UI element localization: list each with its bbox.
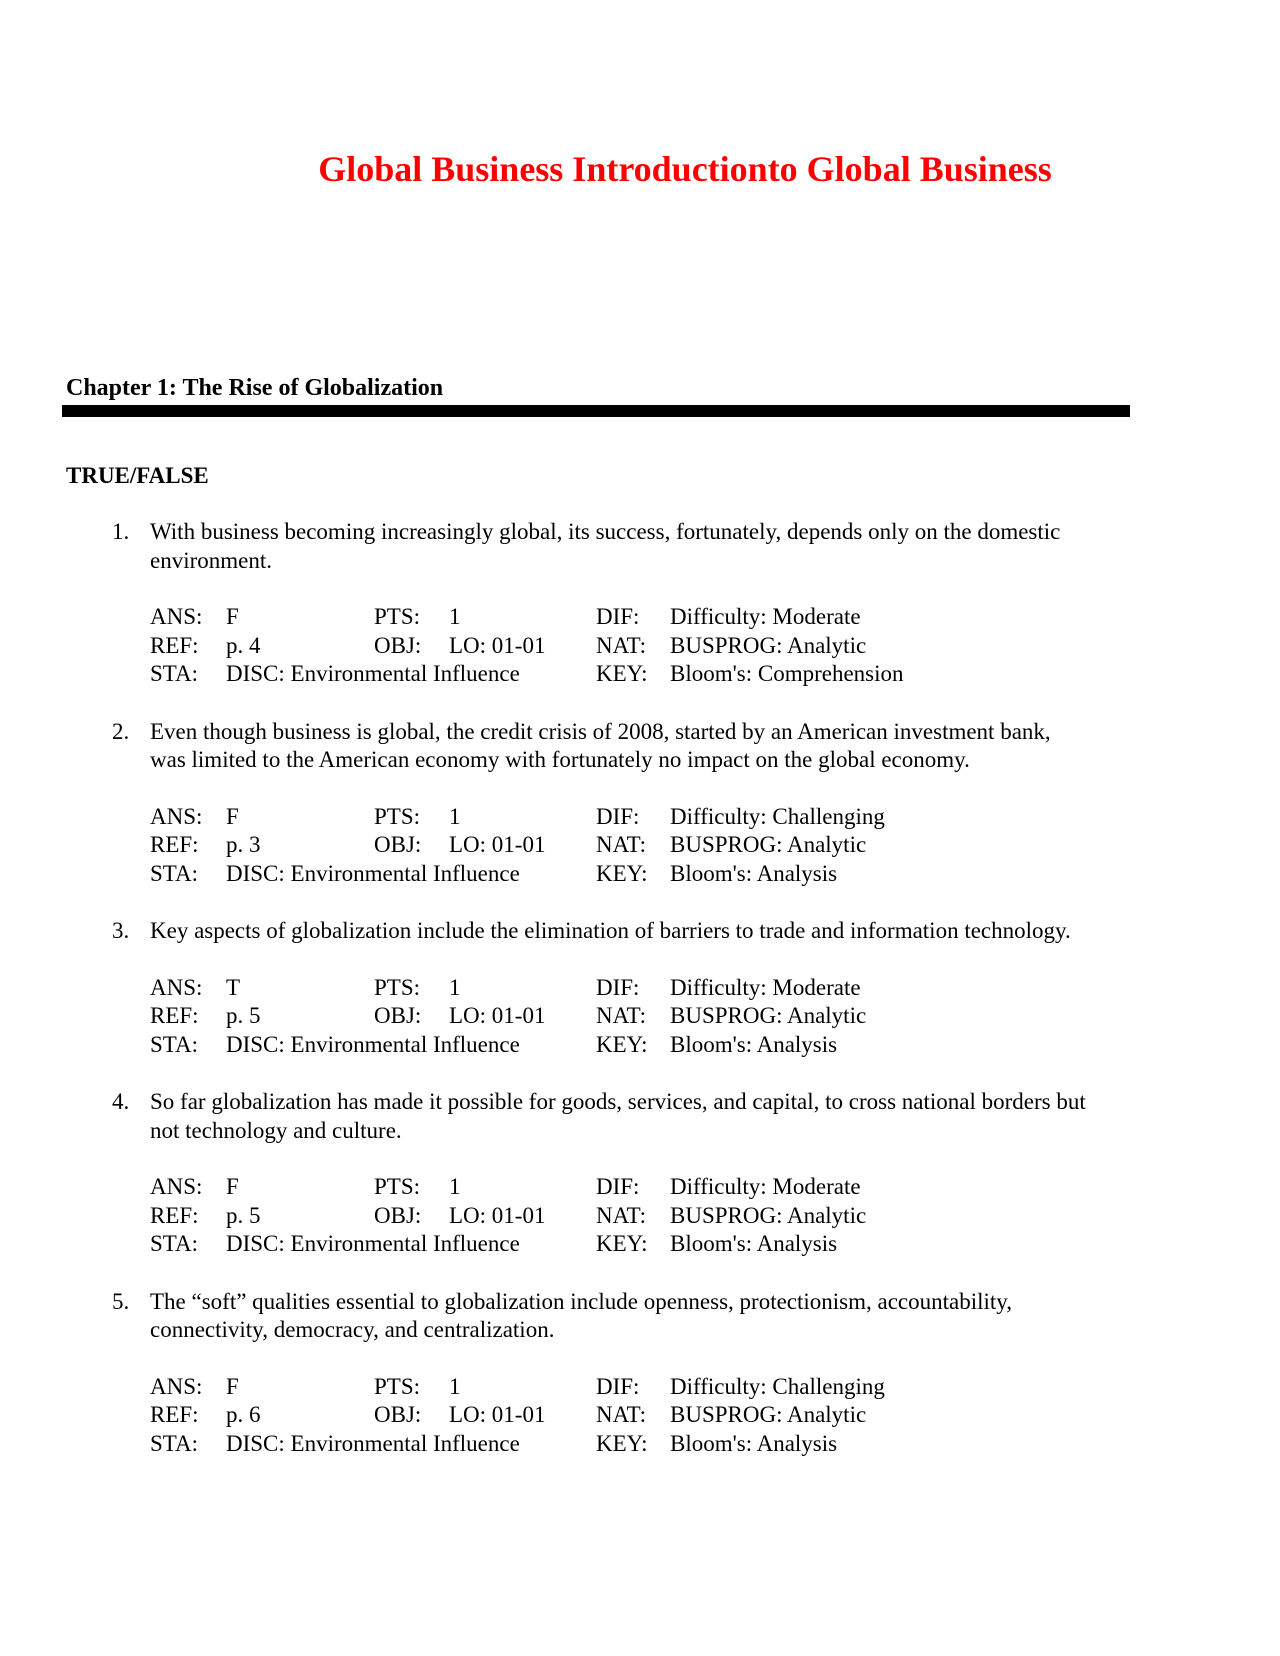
meta-row	[150, 603, 1280, 632]
question-list	[0, 518, 1280, 1487]
meta-value: 1	[449, 974, 461, 1000]
meta-label: PTS:	[374, 604, 421, 629]
meta-label: ANS:	[150, 1373, 203, 1399]
meta-label: ANS:	[150, 974, 203, 1000]
question-item	[0, 917, 1280, 1059]
meta-row	[150, 1031, 1280, 1060]
meta-label: PTS:	[374, 1174, 421, 1199]
meta-label: OBJ:	[374, 632, 422, 658]
meta-label: DIF:	[596, 1373, 640, 1399]
meta-label: PTS:	[374, 803, 421, 829]
meta-value: DISC: Environmental Influence	[226, 1031, 520, 1057]
meta-label: REF:	[150, 632, 199, 658]
meta-row	[150, 1202, 1280, 1231]
meta-value: Bloom's: Analysis	[670, 1430, 838, 1456]
question-item	[0, 1088, 1280, 1259]
question-text: So far globalization has made it possible for goods, services, and capital, to cross national borders but not technology and culture.	[150, 1089, 1086, 1143]
meta-row	[150, 803, 1280, 832]
meta-label: KEY:	[596, 1231, 648, 1256]
meta-label: PTS:	[374, 1373, 421, 1399]
meta-label: OBJ:	[374, 1402, 422, 1427]
meta-value: 1	[449, 1174, 461, 1199]
meta-label: NAT:	[596, 1202, 646, 1228]
meta-row	[150, 1401, 1280, 1430]
meta-value: F	[226, 1174, 239, 1199]
meta-row	[150, 1173, 1280, 1202]
meta-label: STA:	[150, 1231, 198, 1256]
meta-label: REF:	[150, 832, 199, 857]
meta-value: Difficulty: Moderate	[670, 1174, 861, 1199]
chapter-title: Chapter 1: The Rise of Globalization	[66, 375, 444, 401]
meta-label: STA:	[150, 1430, 198, 1456]
meta-value: Bloom's: Analysis	[670, 1031, 838, 1057]
meta-value: Difficulty: Moderate	[670, 604, 861, 629]
meta-value: Difficulty: Moderate	[670, 974, 861, 1000]
meta-value: 1	[449, 803, 461, 829]
question-number: 2.	[112, 718, 130, 744]
meta-value: 1	[449, 1373, 461, 1399]
meta-value: LO: 01-01	[449, 832, 546, 857]
question-meta	[150, 1373, 1280, 1459]
meta-label: STA:	[150, 860, 198, 886]
meta-row	[150, 860, 1280, 889]
meta-label: ANS:	[150, 604, 203, 629]
meta-value: T	[226, 974, 241, 1000]
meta-label: OBJ:	[374, 832, 422, 857]
question-meta	[150, 603, 1280, 689]
question-meta	[150, 1173, 1280, 1259]
question-text: With business becoming increasingly global, its success, fortunately, depends only on the domestic environment.	[150, 519, 1061, 573]
meta-row	[150, 1373, 1280, 1402]
section-heading: TRUE/FALSE	[66, 463, 209, 488]
meta-row	[150, 974, 1280, 1003]
meta-row	[150, 660, 1280, 689]
meta-label: DIF:	[596, 803, 640, 829]
meta-row	[150, 1002, 1280, 1031]
meta-label: KEY:	[596, 1031, 648, 1057]
meta-value: p. 5	[226, 1202, 261, 1228]
meta-value: LO: 01-01	[449, 1003, 546, 1028]
question-item	[0, 718, 1280, 889]
meta-value: LO: 01-01	[449, 1202, 546, 1228]
chapter-rule	[62, 405, 1130, 417]
question-item	[0, 1288, 1280, 1459]
meta-label: STA:	[150, 1031, 198, 1057]
meta-value: DISC: Environmental Influence	[226, 860, 520, 886]
meta-label: KEY:	[596, 661, 648, 686]
meta-value: BUSPROG: Analytic	[670, 1402, 867, 1427]
meta-row	[150, 831, 1280, 860]
meta-label: ANS:	[150, 803, 203, 829]
document-title: Global Business Introductionto Global Business	[318, 149, 1052, 189]
question-text: The “soft” qualities essential to globalization include openness, protectionism, accountability, connectivity, democracy, and centralization.	[150, 1288, 1013, 1342]
question-text: Even though business is global, the credit crisis of 2008, started by an American investment bank, was limited to the American economy with fortunately no impact on the global economy.	[150, 718, 1051, 772]
meta-value: LO: 01-01	[449, 632, 546, 658]
meta-label: OBJ:	[374, 1202, 422, 1228]
meta-label: REF:	[150, 1202, 199, 1228]
meta-label: KEY:	[596, 1430, 648, 1456]
meta-row	[150, 1430, 1280, 1459]
meta-label: PTS:	[374, 974, 421, 1000]
meta-value: p. 3	[226, 832, 261, 857]
meta-value: BUSPROG: Analytic	[670, 1202, 867, 1228]
meta-value: BUSPROG: Analytic	[670, 832, 867, 857]
meta-label: NAT:	[596, 1003, 646, 1028]
meta-value: F	[226, 1373, 239, 1399]
meta-value: F	[226, 803, 239, 829]
meta-label: DIF:	[596, 604, 640, 629]
meta-label: NAT:	[596, 632, 646, 658]
meta-value: 1	[449, 604, 461, 629]
meta-label: REF:	[150, 1402, 199, 1427]
meta-row	[150, 1230, 1280, 1259]
meta-row	[150, 632, 1280, 661]
meta-label: NAT:	[596, 1402, 646, 1427]
question-text: Key aspects of globalization include the elimination of barriers to trade and information technology.	[150, 918, 1071, 943]
question-number: 1.	[112, 519, 130, 544]
meta-label: KEY:	[596, 860, 648, 886]
meta-label: REF:	[150, 1003, 199, 1028]
question-meta	[150, 974, 1280, 1060]
meta-value: Bloom's: Comprehension	[670, 661, 904, 686]
meta-value: p. 6	[226, 1402, 261, 1427]
question-number: 5.	[112, 1288, 130, 1314]
meta-value: F	[226, 604, 239, 629]
question-number: 4.	[112, 1089, 130, 1114]
meta-label: DIF:	[596, 974, 640, 1000]
question-item	[0, 518, 1280, 689]
meta-label: STA:	[150, 661, 198, 686]
meta-value: Difficulty: Challenging	[670, 1373, 885, 1399]
meta-value: p. 5	[226, 1003, 261, 1028]
meta-value: p. 4	[226, 632, 261, 658]
meta-value: Difficulty: Challenging	[670, 803, 885, 829]
meta-label: ANS:	[150, 1174, 203, 1199]
meta-value: DISC: Environmental Influence	[226, 661, 520, 686]
meta-label: DIF:	[596, 1174, 640, 1199]
meta-value: Bloom's: Analysis	[670, 860, 838, 886]
meta-value: DISC: Environmental Influence	[226, 1430, 520, 1456]
meta-label: OBJ:	[374, 1003, 422, 1028]
meta-label: NAT:	[596, 832, 646, 857]
question-number: 3.	[112, 918, 130, 943]
meta-value: LO: 01-01	[449, 1402, 546, 1427]
meta-value: BUSPROG: Analytic	[670, 1003, 867, 1028]
meta-value: Bloom's: Analysis	[670, 1231, 838, 1256]
meta-value: BUSPROG: Analytic	[670, 632, 867, 658]
meta-value: DISC: Environmental Influence	[226, 1231, 520, 1256]
question-meta	[150, 803, 1280, 889]
